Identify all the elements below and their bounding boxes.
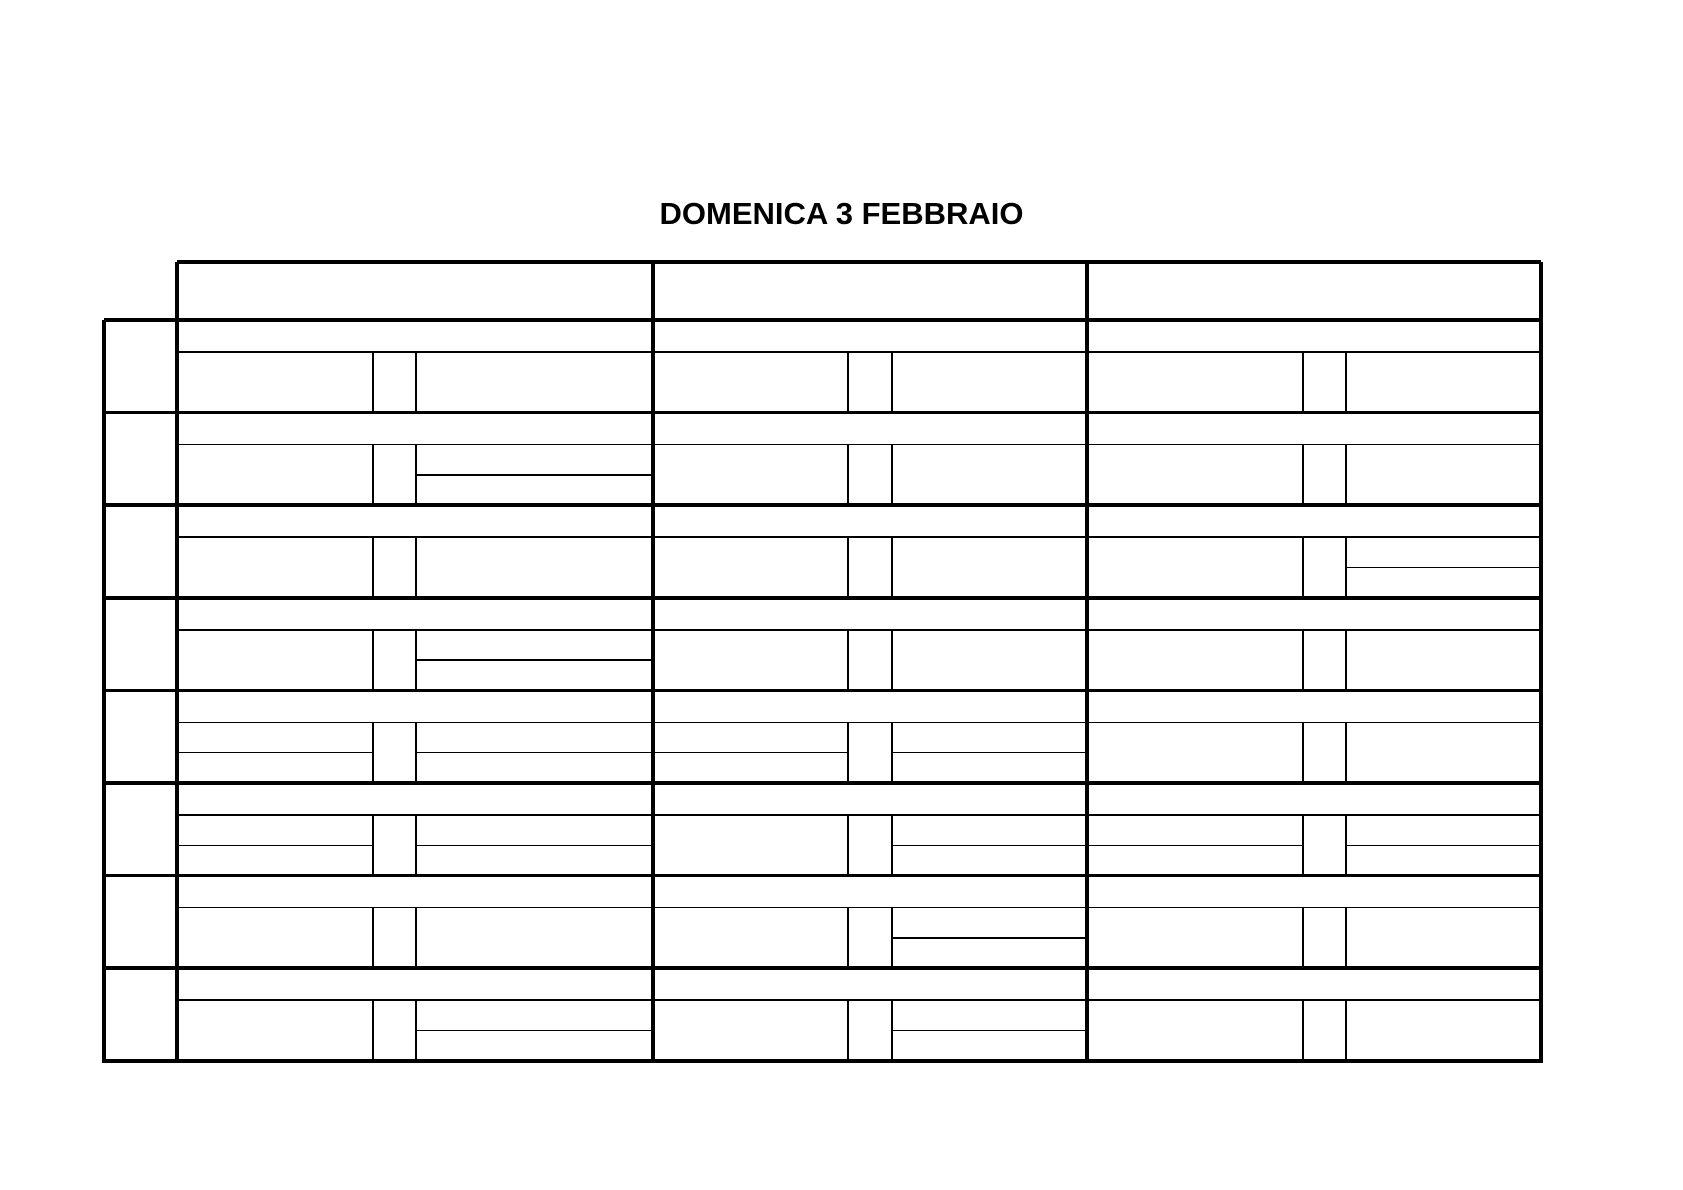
- vs-label: [848, 445, 892, 506]
- player-divider: [1087, 845, 1303, 847]
- category-label: [653, 968, 1087, 1000]
- player-divider: [416, 845, 653, 847]
- category-divider: [1087, 907, 1541, 909]
- player-divider: [1346, 845, 1541, 847]
- away-player: [1346, 722, 1541, 783]
- away-player: [892, 445, 1087, 506]
- category-label: [1087, 413, 1541, 445]
- home-player: [177, 537, 373, 598]
- away-player: [1346, 630, 1541, 691]
- away-player: [416, 1000, 653, 1030]
- page-title: DOMENICA 3 FEBBRAIO: [659, 196, 1024, 231]
- home-player: [653, 815, 848, 876]
- home-player: [653, 352, 848, 413]
- vs-label: [1303, 815, 1346, 876]
- time-slot-label: [104, 876, 177, 944]
- away-player: [416, 753, 653, 783]
- category-label: [1087, 690, 1541, 722]
- home-player: [653, 722, 848, 752]
- away-player: [892, 753, 1087, 783]
- away-player: [892, 630, 1087, 691]
- vs-label: [1303, 537, 1346, 598]
- away-player: [892, 352, 1087, 413]
- home-player: [1087, 537, 1303, 598]
- home-player: [1087, 630, 1303, 691]
- category-label: [177, 598, 653, 630]
- away-player: [1346, 537, 1541, 567]
- court-header: [653, 262, 1087, 320]
- category-divider: [1087, 999, 1541, 1001]
- player-divider: [892, 1030, 1087, 1032]
- vs-divider: [1302, 1000, 1304, 1061]
- table-border: [177, 260, 1541, 264]
- home-player: [653, 537, 848, 598]
- category-label: [653, 505, 1087, 537]
- court-divider: [651, 262, 655, 1063]
- category-label: [1087, 505, 1541, 537]
- away-player: [416, 722, 653, 752]
- player-divider: [416, 752, 653, 754]
- vs-divider: [1345, 908, 1347, 969]
- home-player: [1087, 352, 1303, 413]
- away-player: [416, 815, 653, 845]
- player-divider: [653, 752, 848, 754]
- away-player: [892, 537, 1087, 598]
- away-player: [1346, 568, 1541, 598]
- player-divider: [416, 1030, 653, 1032]
- home-player: [177, 352, 373, 413]
- away-player: [892, 908, 1087, 938]
- time-slot-label: [104, 598, 177, 666]
- vs-label: [373, 908, 416, 969]
- player-divider: [416, 474, 653, 476]
- vs-label: [373, 815, 416, 876]
- home-player: [653, 630, 848, 691]
- category-label: [653, 320, 1087, 352]
- court-divider: [1085, 262, 1089, 1063]
- category-label: [1087, 598, 1541, 630]
- away-player: [416, 660, 653, 690]
- away-player: [1346, 815, 1541, 845]
- home-player: [177, 630, 373, 691]
- vs-label: [1303, 445, 1346, 506]
- home-player: [1087, 722, 1303, 783]
- category-label: [653, 413, 1087, 445]
- vs-label: [848, 908, 892, 969]
- category-label: [177, 876, 653, 908]
- home-player: [177, 445, 373, 506]
- home-player: [177, 753, 373, 783]
- home-player: [177, 845, 373, 875]
- player-divider: [177, 752, 373, 754]
- away-player: [1346, 445, 1541, 506]
- home-player: [1087, 445, 1303, 506]
- vs-label: [848, 352, 892, 413]
- away-player: [892, 1000, 1087, 1030]
- category-label: [653, 598, 1087, 630]
- vs-label: [848, 1000, 892, 1061]
- vs-divider: [1345, 1000, 1347, 1061]
- player-divider: [177, 845, 373, 847]
- home-player: [177, 908, 373, 969]
- vs-divider: [1302, 908, 1304, 969]
- away-player: [892, 722, 1087, 752]
- away-player: [1346, 352, 1541, 413]
- court-header: [1087, 262, 1541, 320]
- category-label: [177, 783, 653, 815]
- court-header: [177, 262, 653, 320]
- away-player: [892, 1031, 1087, 1061]
- home-player: [653, 1000, 848, 1061]
- time-slot-label: [104, 413, 177, 481]
- vs-label: [1303, 630, 1346, 691]
- time-slot-label: [104, 320, 177, 388]
- home-player: [177, 815, 373, 845]
- vs-label: [848, 630, 892, 691]
- table-border: [1539, 262, 1543, 1063]
- home-player: [177, 722, 373, 752]
- away-player: [416, 537, 653, 598]
- home-player: [177, 1000, 373, 1061]
- category-label: [1087, 320, 1541, 352]
- category-label: [177, 690, 653, 722]
- player-divider: [892, 752, 1087, 754]
- category-label: [653, 783, 1087, 815]
- player-divider: [416, 659, 653, 661]
- category-label: [177, 320, 653, 352]
- away-player: [416, 352, 653, 413]
- away-player: [892, 938, 1087, 968]
- home-player: [653, 753, 848, 783]
- player-divider: [892, 937, 1087, 939]
- away-player: [416, 1031, 653, 1061]
- vs-label: [373, 445, 416, 506]
- player-divider: [892, 845, 1087, 847]
- category-label: [177, 968, 653, 1000]
- row-divider: [104, 1059, 1541, 1063]
- away-player: [416, 845, 653, 875]
- vs-label: [1303, 352, 1346, 413]
- vs-label: [848, 537, 892, 598]
- away-player: [892, 815, 1087, 845]
- home-player: [1087, 845, 1303, 875]
- time-slot-label: [104, 968, 177, 1036]
- home-player: [653, 445, 848, 506]
- category-label: [177, 505, 653, 537]
- away-player: [416, 908, 653, 969]
- time-slot-label: [104, 505, 177, 573]
- home-player: [1087, 815, 1303, 845]
- home-player: [653, 908, 848, 969]
- vs-label: [848, 722, 892, 783]
- away-player: [1346, 845, 1541, 875]
- time-slot-label: [104, 783, 177, 851]
- player-divider: [1346, 567, 1541, 569]
- category-label: [1087, 783, 1541, 815]
- category-label: [653, 690, 1087, 722]
- category-label: [653, 876, 1087, 908]
- vs-label: [373, 352, 416, 413]
- away-player: [416, 475, 653, 505]
- away-player: [416, 445, 653, 475]
- table-border: [102, 320, 106, 1063]
- header-divider: [104, 318, 1541, 322]
- vs-label: [373, 1000, 416, 1061]
- table-border: [175, 262, 179, 1063]
- away-player: [892, 845, 1087, 875]
- away-player: [416, 630, 653, 660]
- vs-label: [1303, 722, 1346, 783]
- time-slot-label: [104, 690, 177, 758]
- vs-label: [848, 815, 892, 876]
- category-label: [177, 413, 653, 445]
